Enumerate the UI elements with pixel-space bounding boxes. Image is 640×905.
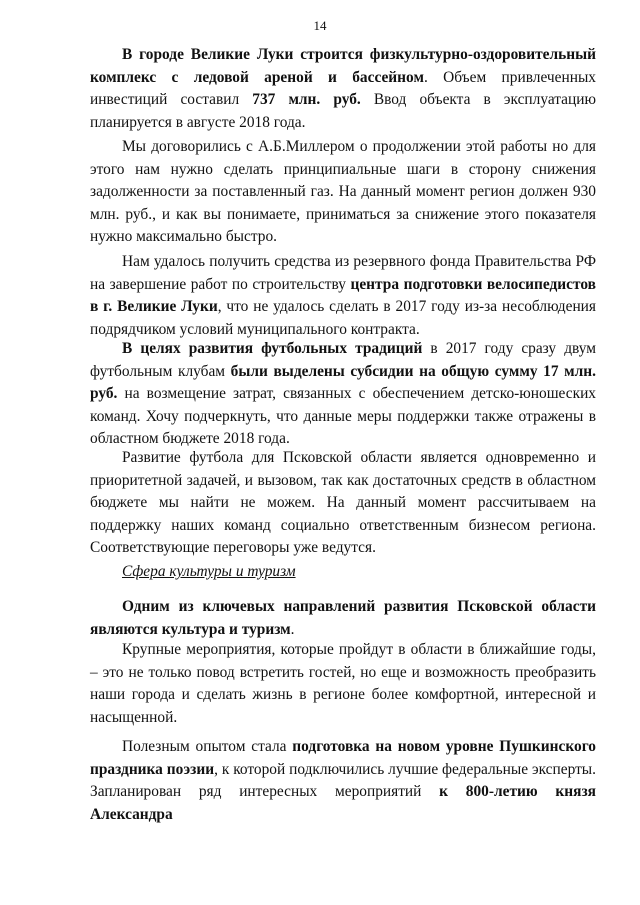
text-run: . xyxy=(290,620,295,638)
text-run: Ввод объекта в эксплуатацию планируется в августе 2018 года. xyxy=(90,91,596,131)
text-run: Развитие футбола для Псковской области является одновременно и приоритетной задачей, и вызовом, так как достаточных средств в областном бюджете мы найти не можем. На данный момент рассчитываем на поддержку наших команд социально ответственным бизнесом региона. Соответствующие переговоры уже ведутся. xyxy=(90,449,596,557)
paragraph-major-events xyxy=(90,639,596,729)
text-run: в 2017 году сразу двум футбольным клубам xyxy=(90,340,596,380)
text-run: на возмещение затрат, связанных с обеспечением детско-юношеских команд. Хочу подчеркнуть, что данные меры поддержки также отражены в областном бюджете 2018 года. xyxy=(90,385,596,448)
paragraph-velikie-luki-complex xyxy=(90,44,596,134)
text-run: Полезным опытом стала xyxy=(122,738,293,755)
bold-text: 737 млн. руб. xyxy=(252,91,361,109)
bold-text: Одним из ключевых направлений развития Псковской области являются культура и туризм xyxy=(90,598,596,638)
text-run: Нам удалось получить средства из резервного фонда Правительства РФ на завершение работ по строительству xyxy=(90,253,596,293)
bold-text: к 800-летию князя Александра xyxy=(90,783,596,823)
text-run: Крупные мероприятия, которые пройдут в области в ближайшие годы, – это не только повод встретить гостей, но еще и возможность преобразить наши города и сделать жизнь в регионе более комфортной, интересной и насыщенной. xyxy=(90,641,596,726)
text-run: . Объем привлеченных инвестиций составил xyxy=(90,68,596,109)
paragraph-pushkin-festival xyxy=(90,736,596,826)
bold-text: В городе Великие Луки строится физкультурно-оздоровительный комплекс с ледовой ареной и бассейном xyxy=(90,46,596,86)
paragraph-culture-tourism-key xyxy=(90,596,596,641)
section-heading: Сфера культуры и туризм xyxy=(122,563,296,580)
text-run: , что не удалось сделать в 2017 году из-за несоблюдения подрядчиком условий муниципального контракта. xyxy=(90,298,596,338)
bold-text: подготовка на новом уровне Пушкинского праздника поэзии xyxy=(90,738,597,778)
text-run: Мы договорились с А.Б.Миллером о продолжении этой работы но для этого нам нужно сделать принципиальные шаги в сторону снижения задолженности за поставленный газ. На данный момент регион должен 930 млн. руб., и как вы понимаете, приниматься за снижение этого показателя нужно максимально быстро. xyxy=(90,138,596,246)
bold-text: центра подготовки велосипедистов в г. Великие Луки xyxy=(90,275,596,316)
bold-text: были выделены субсидии на общую сумму 17 млн. руб. xyxy=(90,362,596,403)
paragraph-gas-debt xyxy=(90,136,596,249)
page-number: 14 xyxy=(313,18,327,33)
bold-text: В целях развития футбольных традиций xyxy=(122,340,423,357)
text-run: , к которой подключились лучшие федеральные эксперты. Запланирован ряд интересных мероприятий xyxy=(90,760,596,801)
paragraph-football-priority xyxy=(90,447,596,560)
paragraph-football-subsidies xyxy=(90,338,596,451)
paragraph-cycling-center xyxy=(90,251,596,341)
